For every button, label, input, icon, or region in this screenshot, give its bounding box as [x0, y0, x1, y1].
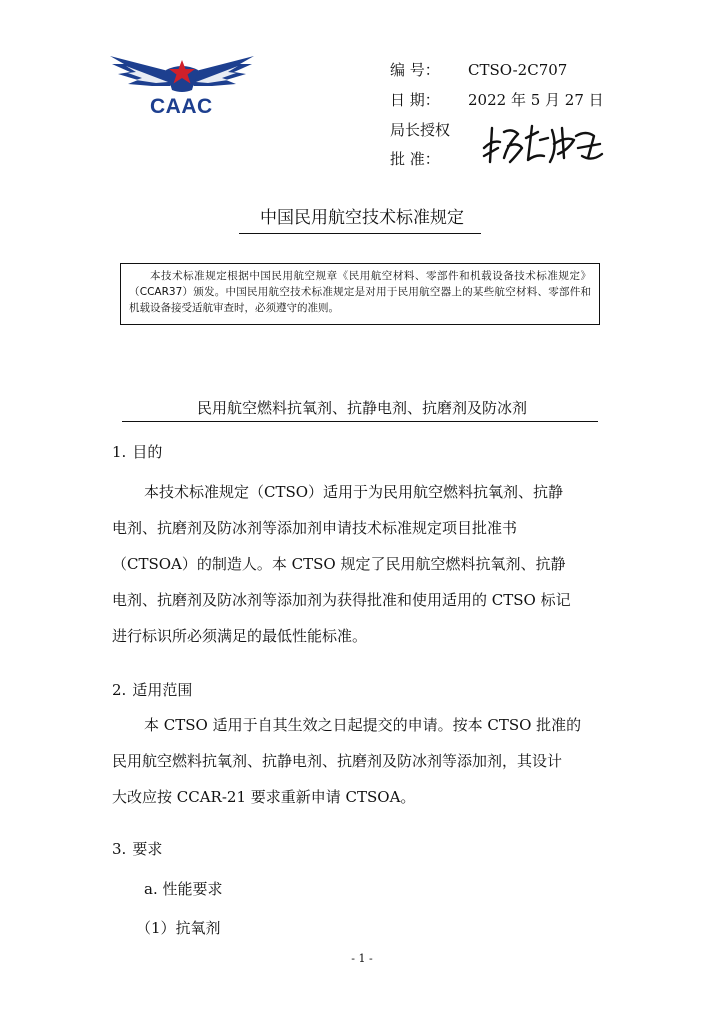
paragraph-line: 本技术标准规定（CTSO）适用于为民用航空燃料抗氧剂、抗静 [144, 483, 564, 501]
paragraph-line: 电剂、抗磨剂及防冰剂等添加剂申请技术标准规定项目批准书 [112, 519, 518, 537]
paragraph-line: 电剂、抗磨剂及防冰剂等添加剂为获得批准和使用适用的 CTSO 标记 [112, 591, 571, 609]
paragraph-line: （CTSOA）的制造人。本 CTSO 规定了民用航空燃料抗氧剂、抗静 [112, 555, 566, 573]
doc-number-row [390, 59, 567, 81]
section-2-heading [112, 679, 192, 700]
doc-date-value: 2022 年 5 月 27 日 [468, 91, 604, 109]
paragraph-line: 大改应按 CCAR-21 要求重新申请 CTSOA。 [112, 788, 416, 806]
subtitle-underline [122, 421, 598, 422]
auth-label-1: 局长授权 [390, 121, 451, 139]
caac-logo-text: CAAC [150, 95, 213, 118]
doc-date-row [390, 89, 604, 111]
section-1-paragraph [112, 474, 612, 654]
doc-number-value: CTSO-2C707 [468, 61, 568, 79]
notice-box: 本技术标准规定根据中国民用航空规章《民用航空材料、零部件和机载设备技术标准规定》（CCAR37）颁发。中国民用航空技术标准规定是对用于民用航空器上的某些航空材料、零部件和机载设备接受适航审查时，必须遵守的准则。 [120, 263, 600, 325]
paragraph-line: 本 CTSO 适用于自其生效之日起提交的申请。按本 CTSO 批准的 [144, 716, 582, 734]
subsection-1: （1）抗氧剂 [136, 919, 221, 937]
document-title: 中国民用航空技术标准规定 [260, 208, 464, 228]
paragraph-line: 进行标识所必须满足的最低性能标准。 [112, 627, 368, 645]
auth-label-2: 批 准： [390, 150, 440, 168]
handwritten-signature-icon [478, 118, 608, 168]
section-number: 1. [112, 443, 127, 461]
section-3-heading [112, 838, 162, 859]
signature [478, 118, 608, 168]
section-number: 2. [112, 681, 127, 699]
paragraph-line: 民用航空燃料抗氧剂、抗静电剂、抗磨剂及防冰剂等添加剂，其设计 [112, 752, 563, 770]
section-1-heading [112, 441, 162, 462]
title-underline [239, 233, 481, 234]
section-title: 要求 [132, 840, 163, 858]
doc-number-label: 编 号： [390, 61, 440, 79]
section-2-paragraph [112, 707, 612, 815]
section-number: 3. [112, 840, 127, 858]
document-subtitle: 民用航空燃料抗氧剂、抗静电剂、抗磨剂及防冰剂 [196, 399, 527, 417]
page-number: - 1 - [351, 952, 373, 965]
doc-date-label: 日 期： [390, 91, 440, 109]
subsection-a: a. 性能要求 [144, 880, 223, 898]
section-title: 适用范围 [132, 681, 193, 699]
section-title: 目的 [132, 443, 163, 461]
